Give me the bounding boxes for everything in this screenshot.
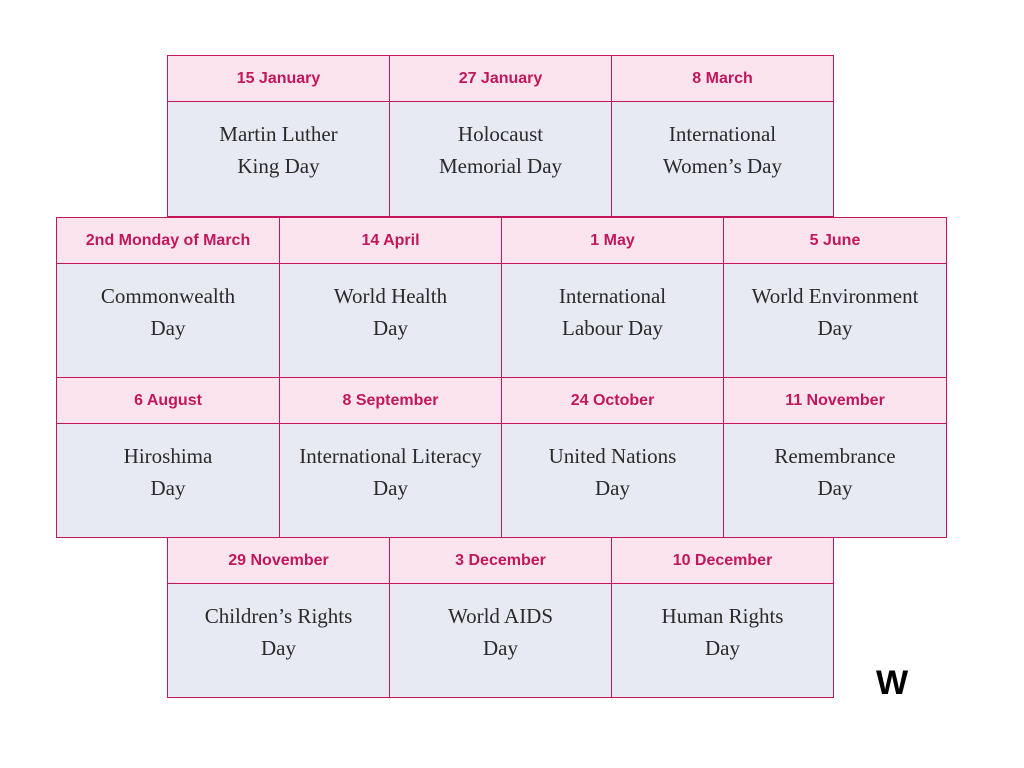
day-cell [389, 55, 612, 217]
day-date: 2nd Monday of March [57, 218, 279, 264]
day-title: Commonwealth Day [57, 264, 279, 377]
day-cell [167, 55, 390, 217]
day-date: 8 March [612, 56, 833, 102]
day-date: 29 November [168, 538, 389, 584]
day-title: World AIDS Day [390, 584, 611, 697]
day-title: Martin Luther King Day [168, 102, 389, 216]
day-cell [723, 377, 947, 538]
table-row-3 [57, 378, 947, 538]
table-row-4 [168, 538, 834, 698]
day-date: 15 January [168, 56, 389, 102]
day-date: 3 December [390, 538, 611, 584]
day-title: Hiroshima Day [57, 424, 279, 537]
day-title: Remembrance Day [724, 424, 946, 537]
day-title: International Labour Day [502, 264, 723, 377]
day-title: Children’s Rights Day [168, 584, 389, 697]
day-date: 11 November [724, 378, 946, 424]
day-cell [611, 537, 834, 698]
day-title: Human Rights Day [612, 584, 833, 697]
day-cell [501, 377, 724, 538]
day-date: 1 May [502, 218, 723, 264]
day-cell [611, 55, 834, 217]
day-title: World Health Day [280, 264, 501, 377]
day-cell [723, 217, 947, 378]
day-title: United Nations Day [502, 424, 723, 537]
day-date: 8 September [280, 378, 501, 424]
day-cell [56, 217, 280, 378]
day-cell [167, 537, 390, 698]
day-cell [279, 377, 502, 538]
day-cell [501, 217, 724, 378]
day-title: International Women’s Day [612, 102, 833, 216]
table-row-1 [168, 56, 834, 217]
day-title: Holocaust Memorial Day [390, 102, 611, 216]
day-cell [389, 537, 612, 698]
day-cell [279, 217, 502, 378]
day-date: 10 December [612, 538, 833, 584]
watermark-logo: W [876, 664, 909, 702]
day-title: International Literacy Day [280, 424, 501, 537]
day-title: World Environment Day [724, 264, 946, 377]
day-date: 6 August [57, 378, 279, 424]
day-date: 24 October [502, 378, 723, 424]
day-date: 14 April [280, 218, 501, 264]
table-row-2 [57, 218, 947, 378]
day-cell [56, 377, 280, 538]
day-date: 27 January [390, 56, 611, 102]
day-date: 5 June [724, 218, 946, 264]
